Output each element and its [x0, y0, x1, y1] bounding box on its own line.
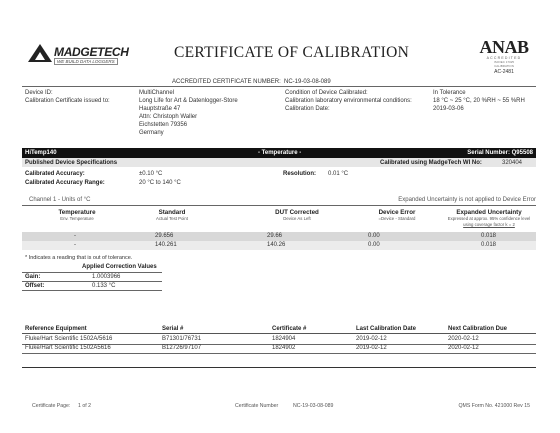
ref-serial: B12726/97107 — [162, 345, 202, 351]
footer-page-label: Certificate Page: — [32, 403, 71, 409]
table-row — [22, 232, 536, 241]
ref-equipment: Fluke/Hart Scientific 1502A5616 — [25, 345, 111, 351]
accuracy-label: Calibrated Accuracy: — [25, 171, 85, 177]
ref-last-cal: 2019-02-12 — [356, 336, 387, 342]
th-temperature: Temperature Env. Temperature — [58, 209, 96, 221]
ref-certificate: 1824904 — [272, 336, 296, 342]
issued-line-3: Attn: Christoph Waller — [139, 114, 198, 120]
logo-tagline: WE BUILD DATA LOGGERS — [54, 58, 118, 65]
condition-value: In Tolerance — [433, 90, 466, 96]
issued-line-5: Germany — [139, 130, 164, 136]
cell-env: - — [74, 242, 76, 248]
ref-certificate: 1824902 — [272, 345, 296, 351]
ref-th-next-cal: Next Calibration Due — [448, 326, 508, 332]
offset-value: 0.133 °C — [92, 283, 116, 289]
accredited-cert-label: ACCREDITED CERTIFICATE NUMBER: — [172, 79, 281, 85]
device-bar — [22, 148, 536, 158]
ref-next-cal: 2020-02-12 — [448, 345, 479, 351]
env-label: Calibration laboratory environmental conditions: — [285, 98, 412, 104]
footer-number-label: Certificate Number — [235, 403, 279, 409]
ref-th-equipment: Reference Equipment — [25, 326, 87, 332]
device-section: - Temperature - — [258, 149, 302, 156]
gain-label: Gain: — [25, 274, 41, 280]
cell-uncertainty: 0.018 — [481, 242, 497, 248]
offset-label: Offset: — [25, 283, 45, 289]
issued-to-label: Calibration Certificate issued to: — [25, 98, 110, 104]
accuracy-value: ±0.10 °C — [139, 171, 163, 177]
calibration-date-label: Calibration Date: — [285, 106, 330, 112]
anab-seal — [476, 38, 532, 75]
device-id-label: Device ID: — [25, 90, 53, 96]
published-specs-label: Published Device Specifications — [25, 159, 118, 166]
signature-line — [22, 367, 536, 368]
th-standard: Standard Actual Test Point — [156, 209, 188, 221]
ref-equipment: Fluke/Hart Scientific 1502A/5616 — [25, 336, 113, 342]
table-row — [22, 335, 536, 344]
ref-bottom-divider — [22, 353, 536, 354]
ref-last-cal: 2019-02-12 — [356, 345, 387, 351]
cell-error: 0.00 — [368, 233, 380, 239]
accredited-cert-number: NC-19-03-08-089 — [284, 79, 331, 85]
anab-word: ANAB — [479, 37, 529, 57]
channel-label: Channel 1 - Units of °C — [29, 197, 91, 203]
calibrated-using-label: Calibrated using MadgeTech WI No: — [380, 159, 482, 166]
issued-line-1: Long Life for Art & Datenlogger-Store — [139, 98, 238, 104]
header-divider — [22, 86, 536, 87]
anab-lab: CALIBRATION — [494, 64, 514, 68]
calibration-date-value: 2019-03-06 — [433, 106, 464, 112]
anab-standard: ISO/IEC 17025 — [493, 60, 515, 64]
channel-note: Expanded Uncertainty is not applied to Device Error — [398, 197, 536, 203]
resolution-value: 0.01 °C — [328, 171, 349, 177]
table-row — [22, 344, 536, 353]
anab-cert-number: AC-2481 — [494, 69, 514, 75]
ref-serial: B71301/76731 — [162, 336, 202, 342]
certificate-title: CERTIFICATE OF CALIBRATION — [174, 44, 410, 61]
specs-bar — [22, 158, 536, 167]
cell-standard: 140.261 — [155, 242, 177, 248]
correction-title: Applied Correction Values — [82, 264, 157, 270]
device-model: HiTemp140 — [25, 149, 57, 156]
th-expanded-uncertainty: Expanded Uncertainty Expressed at approx. 95% confidence level using coverage factor k = 2 — [447, 209, 531, 227]
reference-table-header — [22, 325, 536, 334]
logo-triangle-icon — [28, 44, 52, 62]
footer-number-value: NC-19-03-08-089 — [293, 403, 334, 409]
channel-divider — [22, 205, 536, 206]
results-table-header — [22, 209, 536, 231]
env-value: 18 °C ~ 25 °C, 20 %RH ~ 55 %RH — [433, 98, 525, 104]
offset-divider — [22, 290, 162, 291]
logo-name: MADGETECH — [54, 45, 129, 59]
range-value: 20 °C to 140 °C — [139, 180, 181, 186]
device-id-value: MultiChannel — [139, 90, 175, 96]
cell-dut: 29.66 — [267, 233, 283, 239]
ref-th-certificate: Certificate # — [272, 326, 307, 332]
ref-th-serial: Serial # — [162, 326, 184, 332]
cell-dut: 140.26 — [267, 242, 286, 248]
tolerance-note: * Indicates a reading that is out of tolerance. — [25, 255, 133, 261]
cell-uncertainty: 0.018 — [481, 233, 497, 239]
footer-page-value: 1 of 2 — [78, 403, 91, 409]
ref-th-last-cal: Last Calibration Date — [356, 326, 417, 332]
th-dut-corrected: DUT Corrected Device As Left — [275, 209, 319, 221]
table-row — [22, 241, 536, 250]
ref-next-cal: 2020-02-12 — [448, 336, 479, 342]
wi-number: 320404 — [502, 159, 523, 166]
device-serial: Serial Number: Q95508 — [467, 149, 533, 156]
th-device-error: Device Error =Device - Standard — [378, 209, 416, 221]
issued-line-2: Hauptstraße 47 — [139, 106, 181, 112]
condition-label: Condition of Device Calibrated: — [285, 90, 368, 96]
madgetech-logo — [28, 44, 128, 68]
gain-value: 1.0003966 — [92, 274, 121, 280]
anab-accredited: ACCREDITED — [486, 56, 522, 60]
cell-standard: 29.656 — [155, 233, 174, 239]
resolution-label: Resolution: — [283, 171, 316, 177]
footer-qms: QMS Form No. 421000 Rev 15 — [458, 403, 530, 409]
cell-error: 0.00 — [368, 242, 380, 248]
issued-line-4: Eichstetten 79356 — [139, 122, 188, 128]
range-label: Calibrated Accuracy Range: — [25, 180, 105, 186]
cell-env: - — [74, 233, 76, 239]
